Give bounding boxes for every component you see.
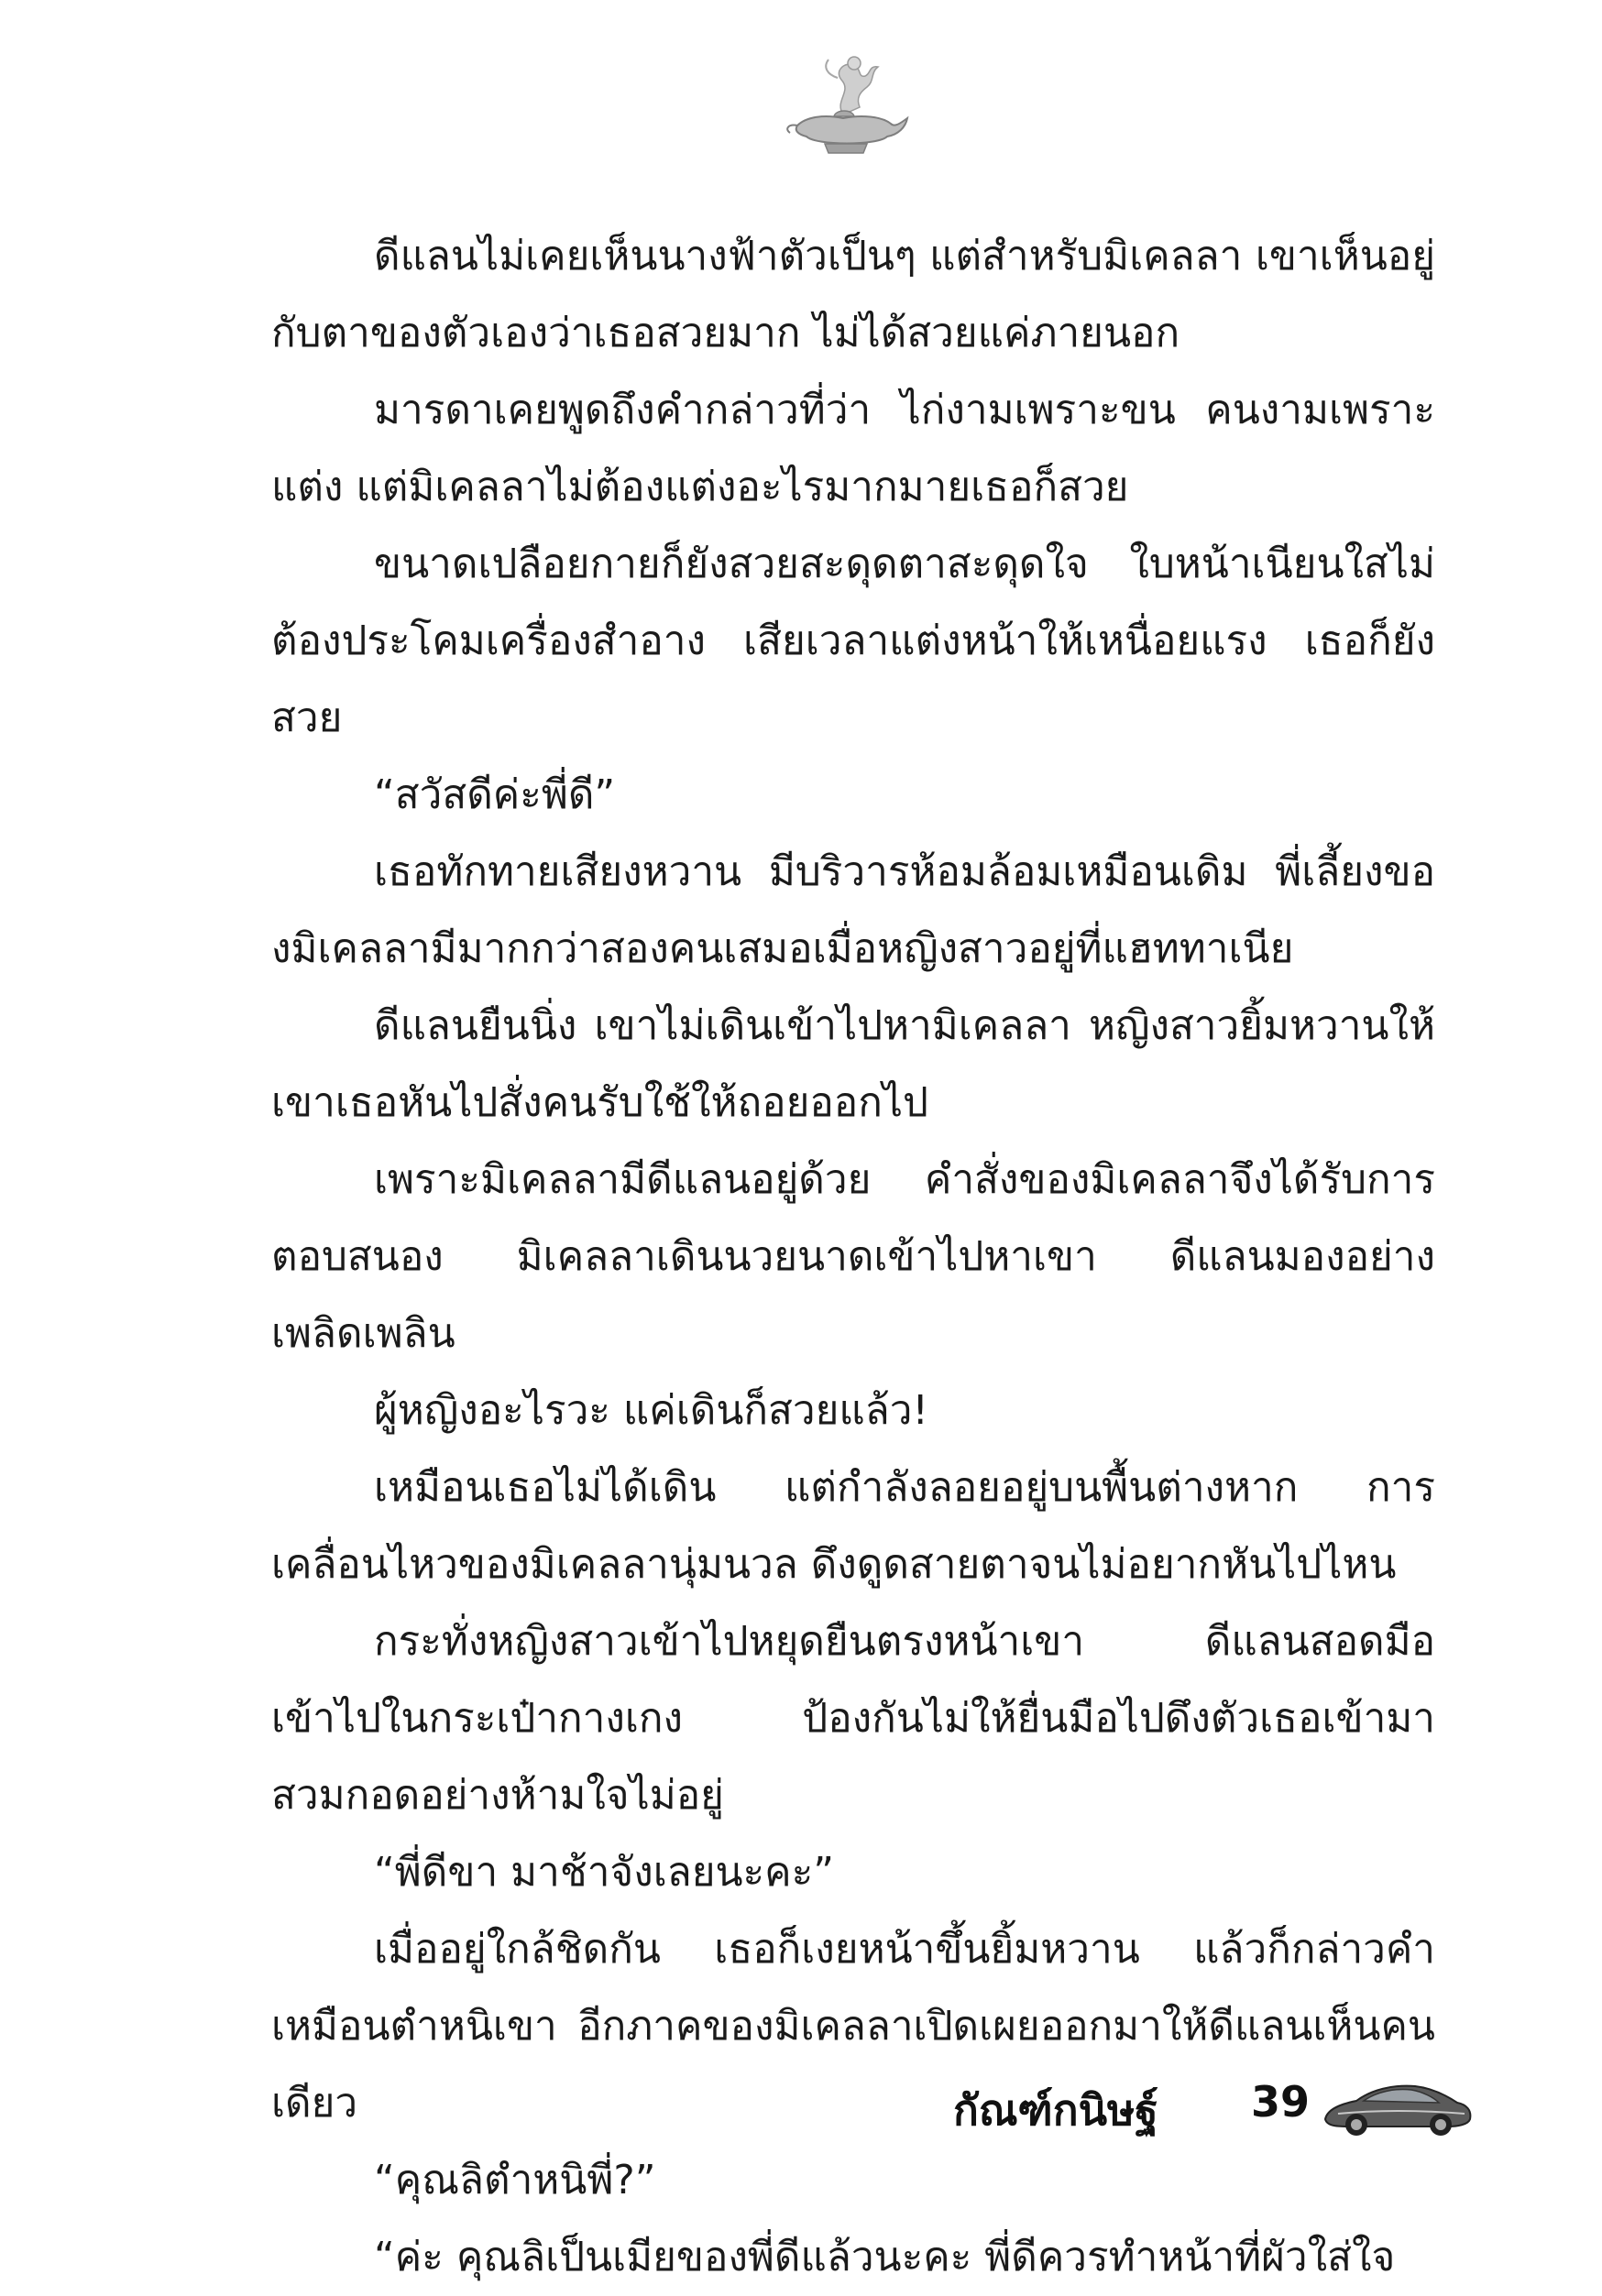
author-name: กัณฑ์กนิษฐ์	[953, 2085, 1158, 2135]
body-text	[271, 218, 1435, 2296]
paragraph: “สวัสดีค่ะพี่ดี”	[374, 771, 616, 818]
genie-lamp-icon	[779, 50, 916, 160]
page-number: 39	[1251, 2077, 1311, 2127]
paragraph: เมื่ออยู่ใกล้ชิดกัน เธอก็เงยหน้าขึ้นยิ้มหวาน แล้วก็กล่าวคำเหมือนตำหนิเขา อีกภาคของมิเคลลาเปิดเผยออกมาให้ดีแลนเห็นคนเดียว	[271, 1926, 1435, 2127]
paragraph: ขนาดเปลือยกายก็ยังสวยสะดุดตาสะดุดใจ ใบหน้าเนียนใสไม่ต้องประโคมเครื่องสำอาง เสียเวลาแต่งหน้าให้เหนื่อยแรง เธอก็ยังสวย	[271, 541, 1435, 741]
paragraph: “ค่ะ คุณลิเป็นเมียของพี่ดีแล้วนะคะ พี่ดีควรทำหน้าที่ผัวใส่ใจ	[374, 2234, 1396, 2280]
paragraph: เธอทักทายเสียงหวาน มีบริวารห้อมล้อมเหมือนเดิม พี่เลี้ยงของมิเคลลามีมากกว่าสองคนเสมอเมื่อหญิงสาวอยู่ที่แฮททาเนีย	[271, 848, 1435, 972]
sports-car-icon	[1320, 2073, 1476, 2139]
paragraph: เพราะมิเคลลามีดีแลนอยู่ด้วย คำสั่งของมิเคลลาจึงได้รับการตอบสนอง มิเคลลาเดินนวยนาดเข้าไปหาเขา ดีแลนมองอย่างเพลิดเพลิน	[271, 1156, 1435, 1357]
paragraph: มารดาเคยพูดถึงคำกล่าวที่ว่า ไก่งามเพราะขน คนงามเพราะแต่ง แต่มิเคลลาไม่ต้องแต่งอะไรมากมายเธอก็สวย	[271, 387, 1435, 510]
paragraph: “พี่ดีขา มาช้าจังเลยนะคะ”	[374, 1849, 835, 1896]
paragraph: ดีแลนไม่เคยเห็นนางฟ้าตัวเป็นๆ แต่สำหรับมิเคลลา เขาเห็นอยู่กับตาของตัวเองว่าเธอสวยมาก ไม่ได้สวยแค่ภายนอก	[271, 233, 1435, 356]
page-footer	[935, 2066, 1485, 2167]
paragraph: กระทั่งหญิงสาวเข้าไปหยุดยืนตรงหน้าเขา ดีแลนสอดมือเข้าไปในกระเป๋ากางเกง ป้องกันไม่ให้ยื่นมือไปดึงตัวเธอเข้ามาสวมกอดอย่างห้ามใจไม่อยู่	[271, 1618, 1435, 1819]
paragraph: เหมือนเธอไม่ได้เดิน แต่กำลังลอยอยู่บนพื้นต่างหาก การเคลื่อนไหวของมิเคลลานุ่มนวล ดึงดูดสายตาจนไม่อยากหันไปไหน	[271, 1464, 1435, 1588]
paragraph: ผู้หญิงอะไรวะ แค่เดินก็สวยแล้ว!	[374, 1387, 929, 1434]
paragraph: “คุณลิตำหนิพี่?”	[374, 2157, 656, 2203]
paragraph: ดีแลนยืนนิ่ง เขาไม่เดินเข้าไปหามิเคลลา หญิงสาวยิ้มหวานให้เขาเธอหันไปสั่งคนรับใช้ให้ถอยออกไป	[271, 1002, 1435, 1126]
